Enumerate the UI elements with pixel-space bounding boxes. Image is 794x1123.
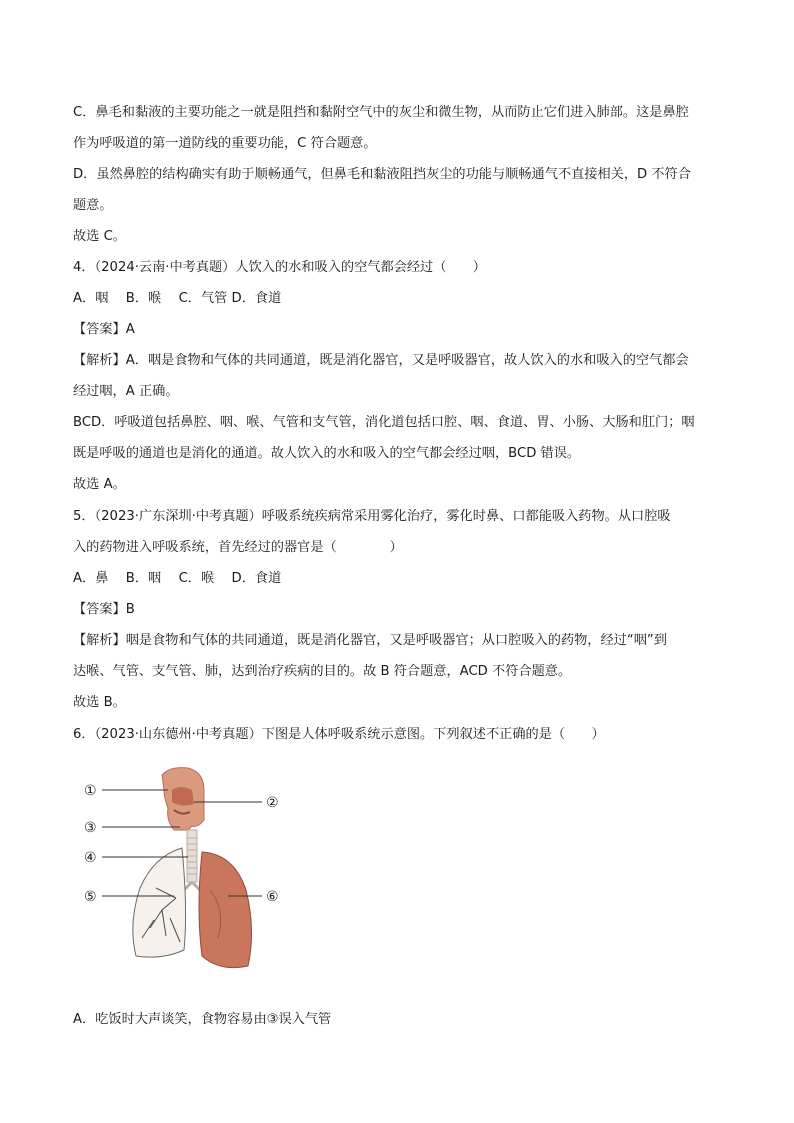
diagram-label-1: ① xyxy=(84,783,97,799)
question-6: 6．（2023·山东德州·中考真题）下图是人体呼吸系统示意图。下列叙述不正确的是（ ） xyxy=(73,727,605,742)
diagram-label-4: ④ xyxy=(84,850,97,866)
question-5: 5．（2023·广东深圳·中考真题）呼吸系统疾病常采用雾化治疗，雾化时鼻、口都能吸入药物。从口腔吸 xyxy=(73,509,671,524)
text-line: 故选 B。 xyxy=(73,695,126,710)
analysis-text: 【解析】A．咽是食物和气体的共同通道，既是消化器官，又是呼吸器官，故人饮入的水和吸入的空气都会 xyxy=(73,353,689,368)
analysis-text: 既是呼吸的通道也是消化的通道。故人饮入的水和吸入的空气都会经过咽，BCD 错误。 xyxy=(73,446,581,461)
question-4: 4．（2024·云南·中考真题）人饮入的水和吸入的空气都会经过（ ） xyxy=(73,260,486,275)
diagram-label-5: ⑤ xyxy=(84,889,97,905)
diagram-label-6: ⑥ xyxy=(266,889,279,905)
question-6-option-a: A．吃饭时大声谈笑，食物容易由③误入气管 xyxy=(73,1012,332,1027)
right-lung-illustration xyxy=(199,852,252,968)
text-line: D．虽然鼻腔的结构确实有助于顺畅通气，但鼻毛和黏液阻挡灰尘的功能与顺畅通气不直接相关，D 不符合 xyxy=(73,167,691,182)
head-illustration xyxy=(162,768,204,830)
question-5-options: A．鼻 B．咽 C．喉 D．食道 xyxy=(73,571,282,586)
text-line: 故选 A。 xyxy=(73,477,126,492)
analysis-text: BCD．呼吸道包括鼻腔、咽、喉、气管和支气管，消化道包括口腔、咽、食道、胃、小肠、大肠和肛门；咽 xyxy=(73,415,695,430)
answer-label: 【答案】B xyxy=(73,602,135,617)
diagram-label-3: ③ xyxy=(84,820,97,836)
text-line: 题意。 xyxy=(73,198,113,213)
question-4-options: A．咽 B．喉 C．气管 D．食道 xyxy=(73,291,282,306)
text-line: 作为呼吸道的第一道防线的重要功能，C 符合题意。 xyxy=(73,136,377,151)
answer-label: 【答案】A xyxy=(73,322,135,337)
left-lung-illustration xyxy=(133,848,186,957)
text-line: C．鼻毛和黏液的主要功能之一就是阻挡和黏附空气中的灰尘和微生物，从而防止它们进入肺部。这是鼻腔 xyxy=(73,105,689,120)
diagram-label-2: ② xyxy=(266,795,279,811)
analysis-text: 达喉、气管、支气管、肺，达到治疗疾病的目的。故 B 符合题意，ACD 不符合题意。 xyxy=(73,664,572,679)
respiratory-system-diagram xyxy=(70,760,310,985)
question-5: 入的药物进入呼吸系统，首先经过的器官是（ ） xyxy=(73,540,403,555)
analysis-text: 【解析】咽是食物和气体的共同通道，既是消化器官，又是呼吸器官；从口腔吸入的药物，经过“咽”到 xyxy=(73,633,667,648)
text-line: 故选 C。 xyxy=(73,229,126,244)
analysis-text: 经过咽，A 正确。 xyxy=(73,384,179,399)
